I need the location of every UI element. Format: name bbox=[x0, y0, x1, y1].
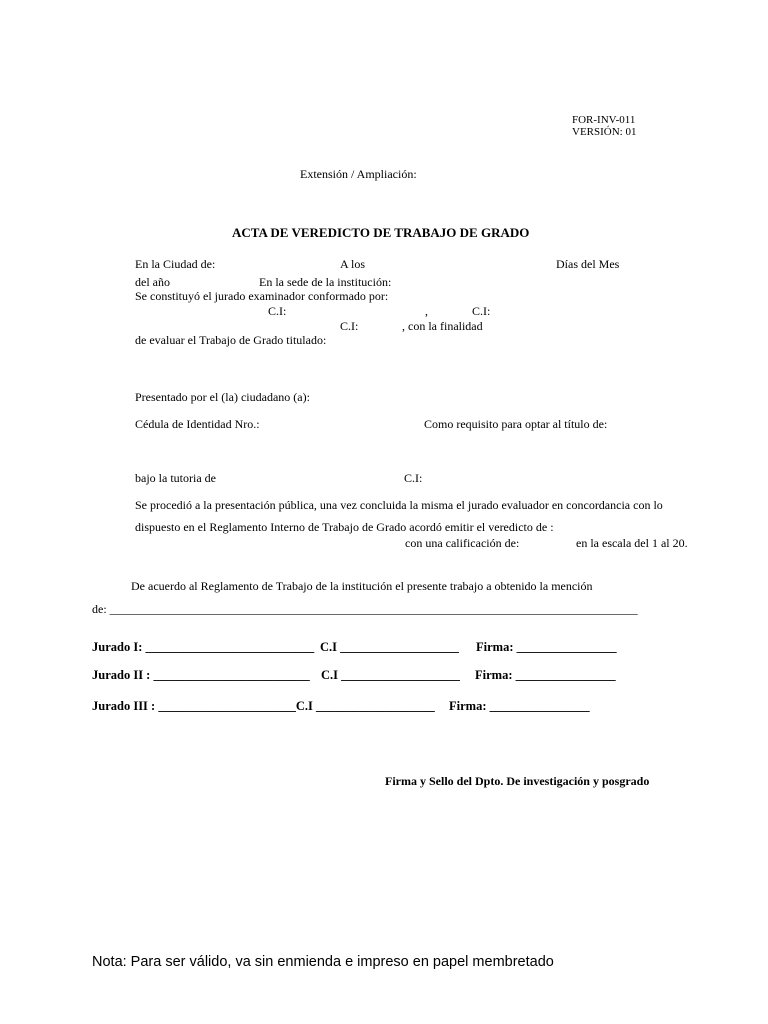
ciudad-label: En la Ciudad de: bbox=[135, 257, 216, 271]
dispuesto-text: dispuesto en el Reglamento Interno de Trabajo de Grado acordó emitir el veredicto de : bbox=[135, 520, 554, 534]
anio-label: del año bbox=[135, 275, 170, 289]
evaluar-text: de evaluar el Trabajo de Grado titulado: bbox=[135, 333, 327, 347]
jurado-constituido-text: Se constituyó el jurado examinador conformado por: bbox=[135, 289, 389, 303]
escala-label: en la escala del 1 al 20. bbox=[576, 536, 688, 550]
tutoria-label: bajo la tutoria de bbox=[135, 471, 216, 485]
calificacion-label: con una calificación de: bbox=[405, 536, 520, 550]
dias-mes-label: Días del Mes bbox=[556, 257, 620, 271]
nota-text: Nota: Para ser válido, va sin enmienda e impreso en papel membretado bbox=[92, 954, 554, 970]
jurado-1-firma: Firma: ________________ bbox=[476, 640, 617, 654]
mencion-line: de: ________________________________________________________________________________________ bbox=[92, 602, 638, 616]
mencion-text: De acuerdo al Reglamento de Trabajo de la institución el presente trabajo a obtenido la mención bbox=[131, 579, 593, 593]
sede-label: En la sede de la institución: bbox=[259, 275, 392, 289]
ci-label-1: C.I: bbox=[268, 304, 287, 318]
jurado-2-firma: Firma: ________________ bbox=[475, 668, 616, 682]
jurado-3-label: Jurado III : ______________________C.I ___________________ bbox=[92, 699, 435, 713]
document-title: ACTA DE VEREDICTO DE TRABAJO DE GRADO bbox=[232, 225, 530, 240]
cedula-label: Cédula de Identidad Nro.: bbox=[135, 417, 260, 431]
form-code: FOR-INV-011 bbox=[572, 114, 636, 126]
firma-sello-label: Firma y Sello del Dpto. De investigación y posgrado bbox=[385, 774, 650, 788]
a-los-label: A los bbox=[340, 257, 366, 271]
comma-separator: , bbox=[425, 304, 428, 318]
jurado-2-label: Jurado II : _________________________ bbox=[92, 668, 310, 682]
jurado-1-label: Jurado I: ___________________________ bbox=[92, 640, 315, 654]
jurado-1-ci: C.I ___________________ bbox=[320, 640, 459, 654]
procedio-text: Se procedió a la presentación pública, una vez concluida la misma el jurado evaluador en concordancia con lo bbox=[135, 498, 663, 512]
extension-label: Extensión / Ampliación: bbox=[300, 167, 417, 181]
ci-label-2: C.I: bbox=[472, 304, 491, 318]
requisito-label: Como requisito para optar al título de: bbox=[424, 417, 608, 431]
finalidad-text: , con la finalidad bbox=[402, 319, 483, 333]
jurado-2-ci: C.I ___________________ bbox=[321, 668, 460, 682]
ci-tutor-label: C.I: bbox=[404, 471, 423, 485]
jurado-3-firma: Firma: ________________ bbox=[449, 699, 590, 713]
form-version: VERSIÓN: 01 bbox=[572, 126, 637, 138]
ci-label-3: C.I: bbox=[340, 319, 359, 333]
presentado-label: Presentado por el (la) ciudadano (a): bbox=[135, 390, 310, 404]
